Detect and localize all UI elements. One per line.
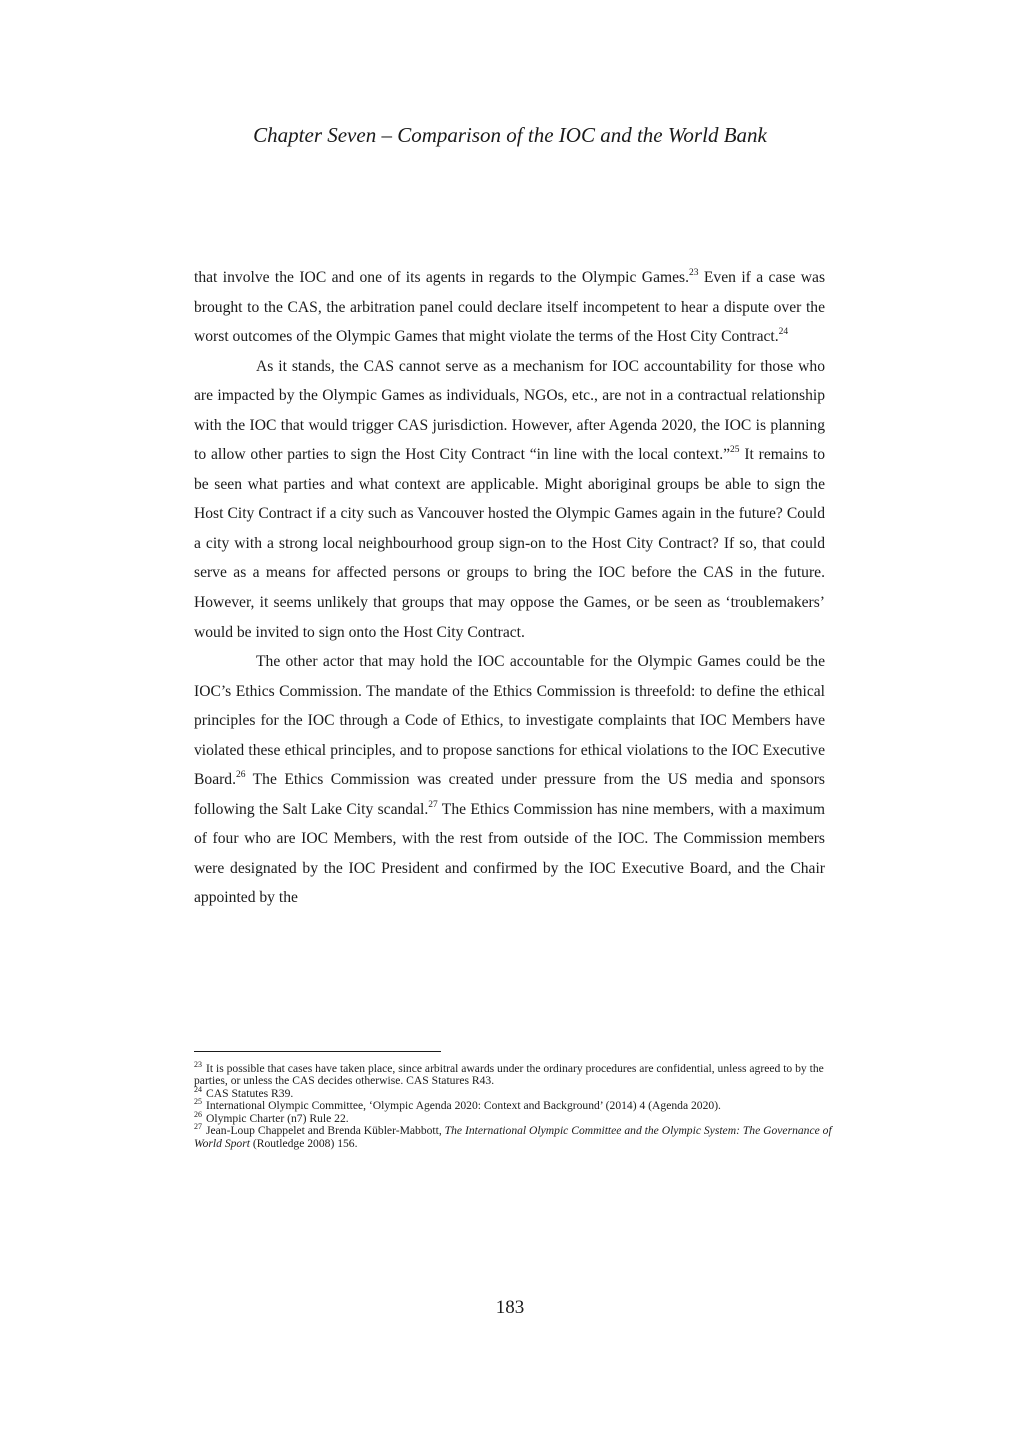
footnote-ref-24[interactable]: 24 [778, 327, 789, 338]
paragraph-3 [194, 647, 825, 913]
paragraph-2 [194, 352, 825, 647]
paragraph-2-text-a: As it stands, the CAS cannot serve as a mechanism for IOC accountability for those who are impacted by the Olympic Games as individuals, NGOs, etc., are not in a contractual relationship with the IOC that would trigger CAS jurisdiction. However, after Agenda 2020, the IOC is planning to allow other parties to sign the Host City Contract “in line with the local context.” [194, 357, 825, 464]
footnote-number: 24 [194, 1084, 202, 1094]
paragraph-3-text-a: The other actor that may hold the IOC accountable for the Olympic Games could be the IOC’s Ethics Commission. The mandate of the Ethics Commission is threefold: to define the ethical principles for the IOC through a Code of Ethics, to investigate complaints that IOC Members have violated these ethical principles, and to propose sanctions for ethical violations to the IOC Executive Board. [194, 653, 825, 789]
paragraph-1-text-b: Even if a case was brought to the CAS, the arbitration panel could declare itself incompetent to hear a dispute over the worst outcomes of the Olympic Games that might violate the terms of the Host City Contract. [194, 269, 826, 346]
paragraph-1 [194, 263, 825, 352]
footnote-ref-23[interactable]: 23 [689, 268, 699, 278]
running-header: Chapter Seven – Comparison of the IOC and the World Bank [253, 123, 767, 147]
footnote-ref-26[interactable]: 26 [236, 770, 246, 781]
footnote-ref-25[interactable]: 25 [730, 445, 740, 456]
footnote-number: 27 [194, 1122, 202, 1132]
footnote-text: It is possible that cases have taken place, since arbitral awards under the ordinary procedures are confidential, unless agreed to by the parties, or unless the CAS decides otherwise. CAS Statures R43. [194, 1062, 824, 1088]
footnote-separator [194, 1051, 441, 1052]
footnote-book-title: The International Olympic Committee and the Olympic System: The Governance of World Sport [194, 1124, 832, 1150]
footnote-number: 25 [194, 1097, 202, 1107]
footnote-25 [194, 1097, 834, 1113]
footnote-text: (Routledge 2008) 156. [249, 1136, 358, 1150]
page-number: 183 [495, 1297, 525, 1318]
footnote-27 [194, 1122, 834, 1150]
footnote-text: International Olympic Committee, ‘Olympic Agenda 2020: Context and Background’ (2014) 4 (Agenda 2020). [206, 1099, 721, 1113]
footnote-number: 26 [194, 1109, 202, 1119]
footnote-text: Jean-Loup Chappelet and Brenda Kübler-Mabbott, [206, 1124, 445, 1138]
footnotes [194, 1060, 834, 1150]
footnote-text: Olympic Charter (n7) Rule 22. [206, 1111, 349, 1125]
paragraph-3-text-c: The Ethics Commission has nine members, with a maximum of four who are IOC Members, with the rest from outside of the IOC. The Commission members were designated by the IOC President and confirmed by the IOC Executive Board, and the Chair appointed by the [194, 800, 826, 907]
paragraph-3-text-b: The Ethics Commission was created under pressure from the US media and sponsors following the Salt Lake City scandal. [194, 771, 825, 818]
body-text [194, 263, 825, 913]
paragraph-1-text-a: that involve the IOC and one of its agents in regards to the Olympic Games. [194, 269, 690, 286]
footnote-number: 23 [194, 1060, 202, 1069]
paragraph-2-text-b: It remains to be seen what parties and what context are applicable. Might aboriginal groups be able to sign the Host City Contract if a city such as Vancouver hosted the Olympic Games again in the future? Could a city with a strong local neighbourhood group sign-on to the Host City Contract? If so, that could serve as a means for affected persons or groups to bring the IOC before the CAS in the future. However, it seems unlikely that groups that may oppose the Games, or be seen as ‘troublemakers’ would be invited to sign onto the Host City Contract. [194, 446, 825, 641]
footnote-text: CAS Statutes R39. [206, 1086, 294, 1100]
footnote-23 [194, 1060, 834, 1088]
footnote-ref-27[interactable]: 27 [428, 799, 438, 810]
